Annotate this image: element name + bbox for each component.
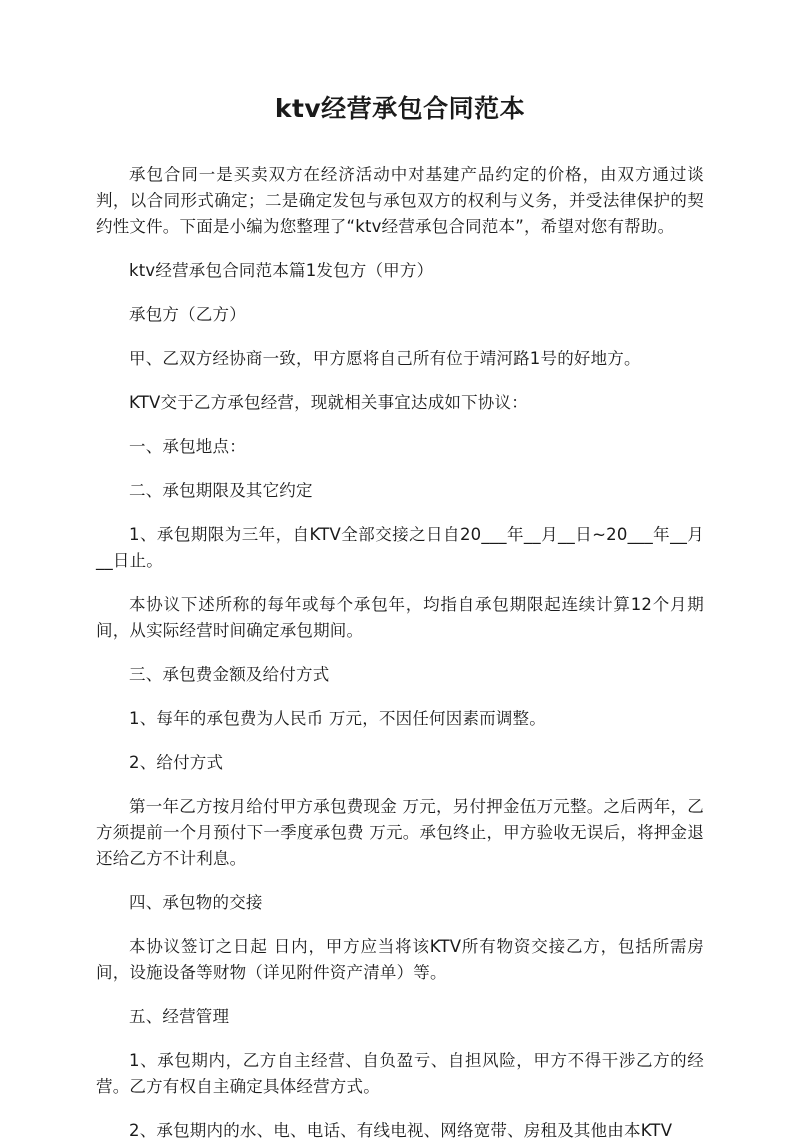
paragraph-fee-amount: 1、每年的承包费为人民币 万元，不因任何因素而调整。 — [129, 709, 546, 728]
paragraph-term-period: 1、承包期限为三年，自KTV全部交接之日自20___年__月__日~20___年__月__日止。 — [96, 525, 704, 570]
paragraph-payment-detail: 第一年乙方按月给付甲方承包费现金 万元，另付押金伍万元整。之后两年，乙方须提前一个月预付下一季度承包费 万元。承包终止，甲方验收无误后，将押金退还给乙方不计利息。 — [96, 797, 704, 868]
paragraph-ktv-handover: KTV交于乙方承包经营，现就相关事宜达成如下协议： — [129, 393, 528, 412]
paragraph-party-b: 承包方（乙方） — [129, 305, 246, 324]
section-heading-handover: 四、承包物的交接 — [129, 893, 263, 912]
section-heading-location: 一、承包地点： — [129, 437, 246, 456]
section-heading-term: 二、承包期限及其它约定 — [129, 481, 313, 500]
paragraph-payment-heading: 2、给付方式 — [129, 753, 224, 772]
section-heading-management: 五、经营管理 — [129, 1007, 230, 1026]
paragraph-term-definition: 本协议下述所称的每年或每个承包年，均指自承包期限起连续计算12个月期间，从实际经营时间确定承包期间。 — [96, 595, 704, 640]
paragraph-party-a: ktv经营承包合同范本篇1发包方（甲方） — [129, 261, 434, 280]
section-heading-fee: 三、承包费金额及给付方式 — [129, 665, 330, 684]
paragraph-intro: 承包合同一是买卖双方在经济活动中对基建产品约定的价格，由双方通过谈判，以合同形式确定；二是确定发包与承包双方的权利与义务，并受法律保护的契约性文件。下面是小编为您整理了“ktv经营承包合同范本”，希望对您有帮助。 — [96, 165, 704, 236]
paragraph-management-2: 2、承包期内的水、电、电话、有线电视、网络宽带、房租及其他由本KTV — [129, 1121, 673, 1140]
paragraph-agreement: 甲、乙双方经协商一致，甲方愿将自己所有位于靖河路1号的好地方。 — [129, 349, 641, 368]
paragraph-management-1: 1、承包期内，乙方自主经营、自负盈亏、自担风险，甲方不得干涉乙方的经营。乙方有权自主确定具体经营方式。 — [96, 1051, 704, 1096]
paragraph-handover-detail: 本协议签订之日起 日内，甲方应当将该KTV所有物资交接乙方，包括所需房间，设施设备等财物（详见附件资产清单）等。 — [96, 937, 704, 982]
document-title: ktv经营承包合同范本 — [274, 94, 526, 123]
